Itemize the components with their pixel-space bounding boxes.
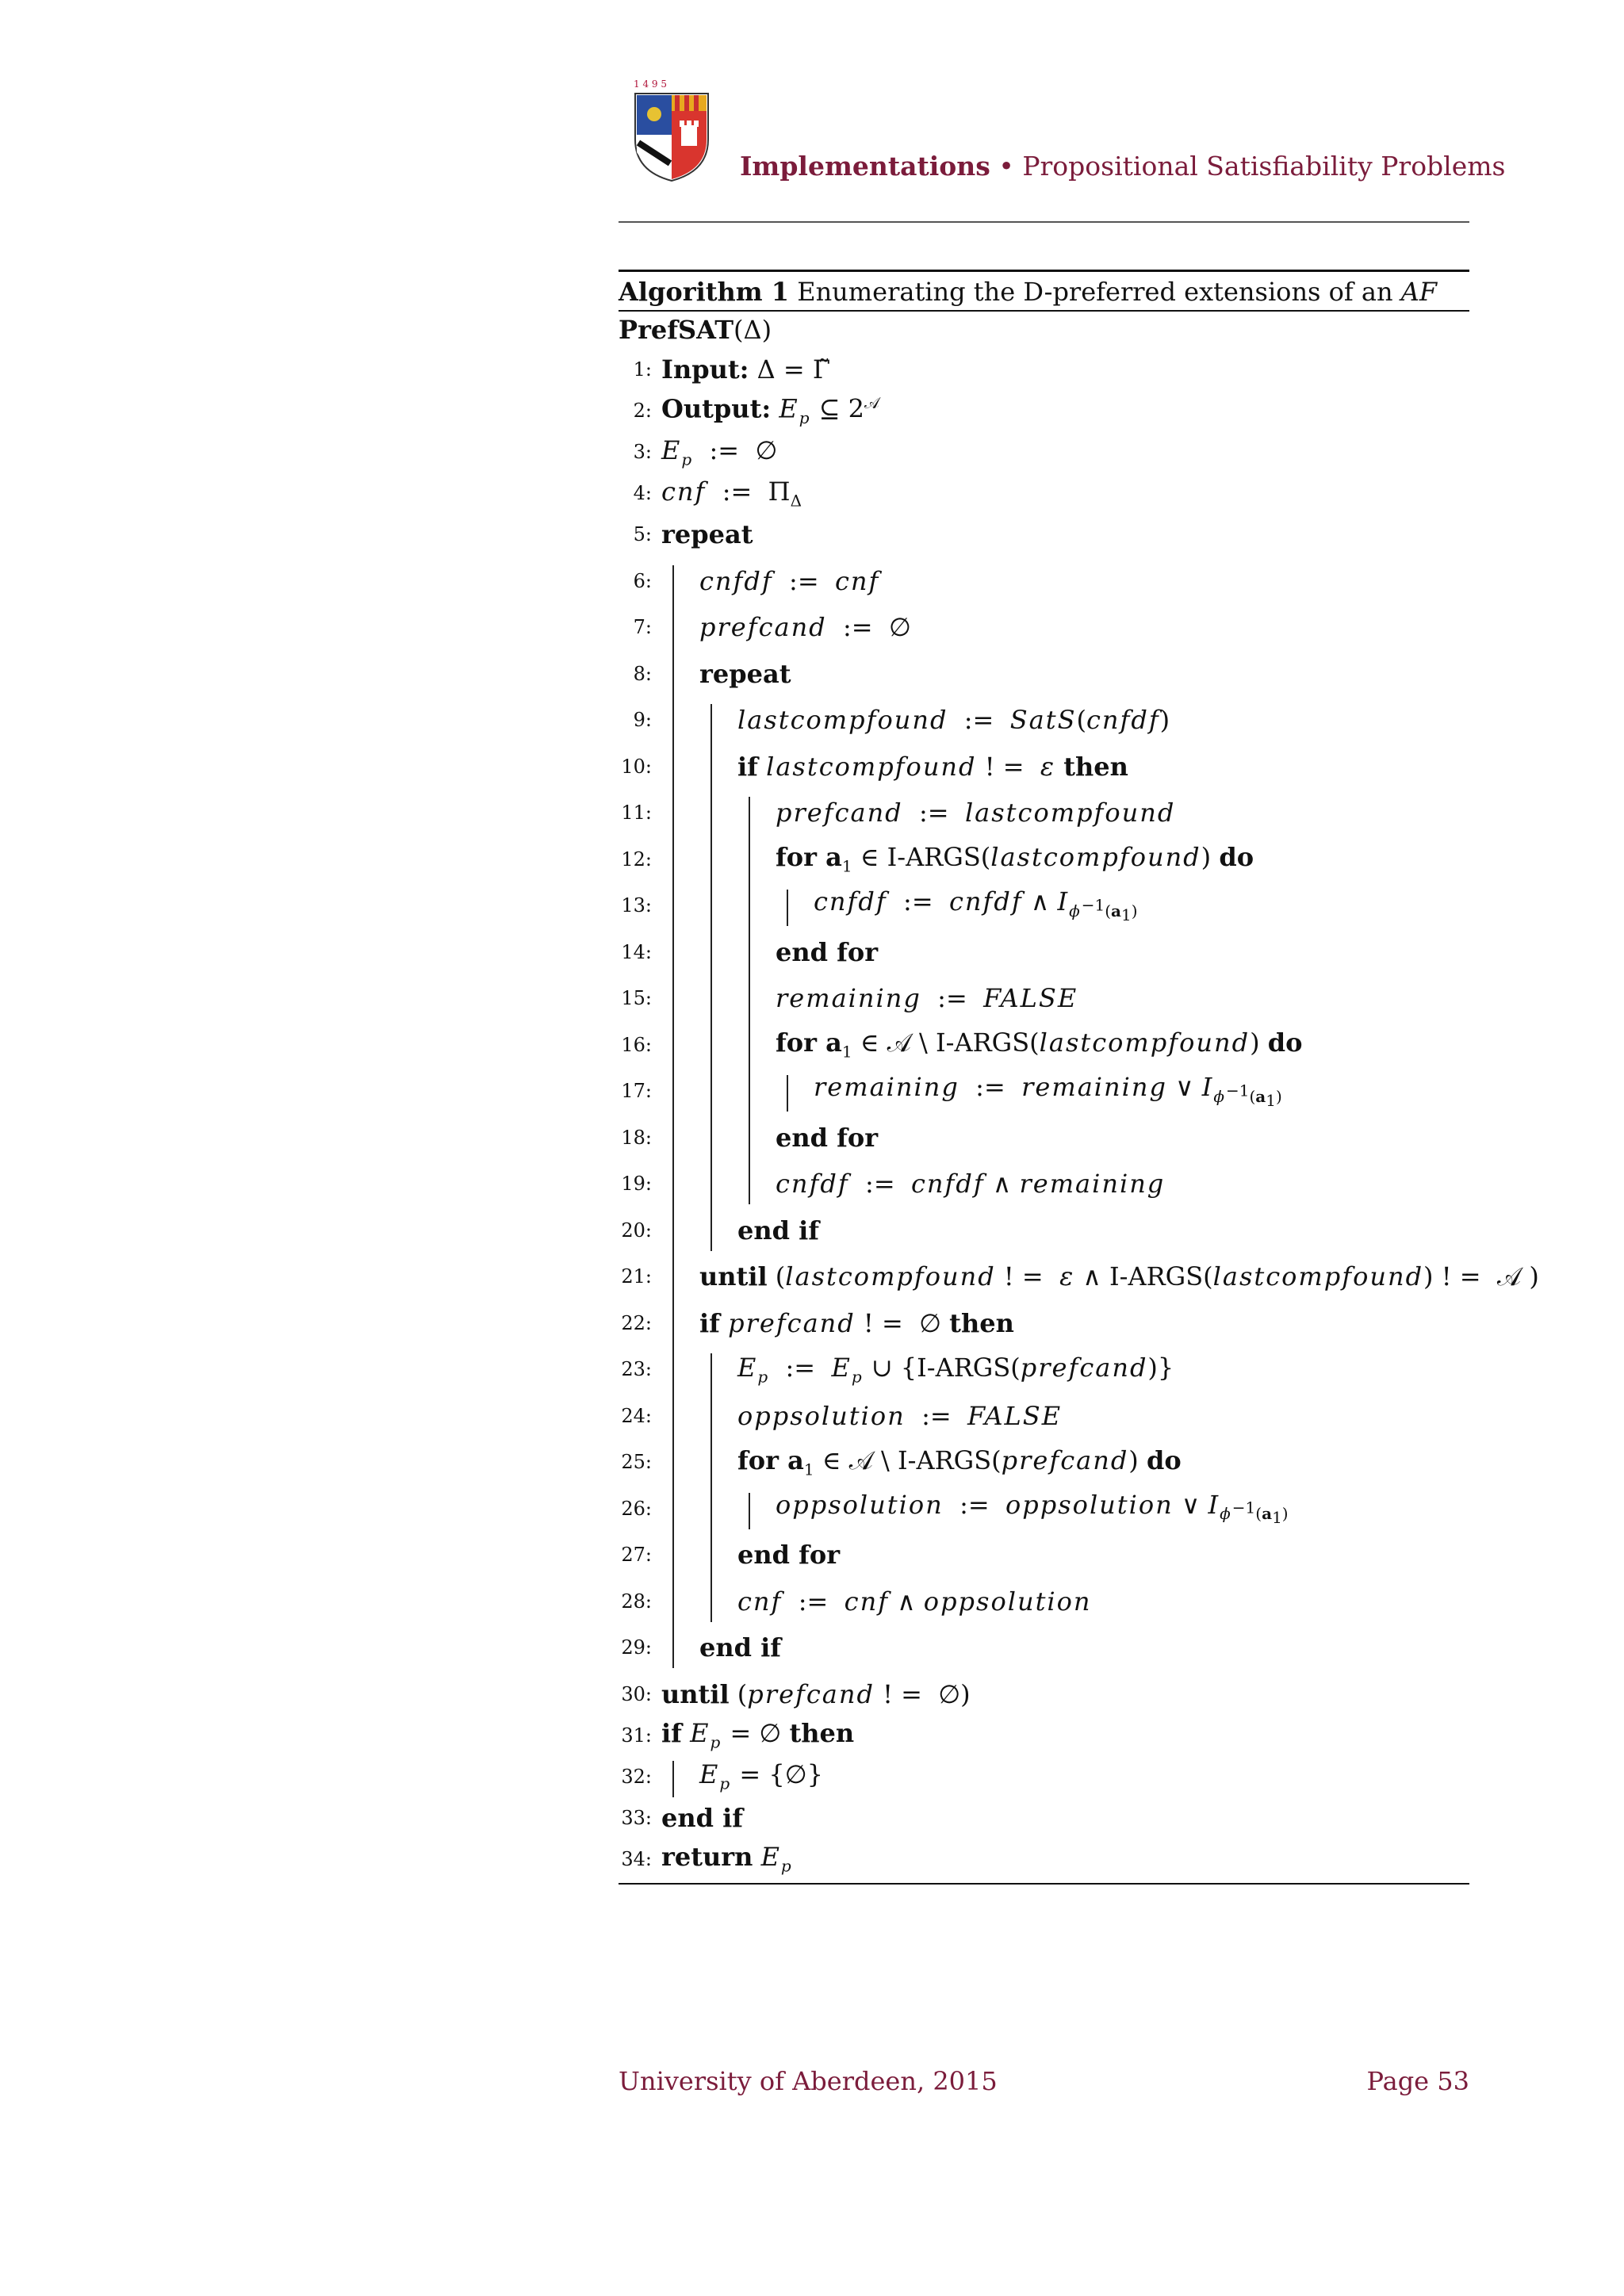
line-code: $E_p$ := ∅ xyxy=(661,434,778,469)
line-code: oppsolution := oppsolution ∨ $I_{\phi^{-1}(a_1)}$ xyxy=(776,1489,1289,1528)
block-indent-bar xyxy=(710,1353,712,1622)
line-number: 33: xyxy=(621,1806,652,1829)
line-code: repeat xyxy=(661,519,753,549)
line-code: for $a_1$ ∈ 𝒜 \ I-ARGS(prefcand) do xyxy=(737,1445,1182,1479)
block-indent-bar xyxy=(749,1493,750,1529)
line-code: return $E_p$ xyxy=(661,1842,793,1876)
procedure-name: PrefSAT xyxy=(619,315,734,345)
algorithm-line xyxy=(619,514,753,555)
line-number: 23: xyxy=(621,1358,652,1380)
line-code: for $a_1$ ∈ I-ARGS(lastcompfound) do xyxy=(776,842,1254,876)
line-code: end if xyxy=(699,1632,782,1663)
algorithm-line xyxy=(619,1395,1062,1437)
line-code: cnf := $\Pi_\Delta$ xyxy=(661,476,802,511)
header-separator: • xyxy=(998,151,1014,182)
header-subsection: Propositional Satisfiability Problems xyxy=(1022,151,1506,182)
line-number: 9: xyxy=(633,709,652,731)
running-header xyxy=(740,151,1506,182)
line-number: 8: xyxy=(633,662,652,685)
algorithm-line xyxy=(619,1441,1182,1483)
algorithm-line xyxy=(619,699,1170,740)
line-code: cnfdf := cnfdf ∧ remaining xyxy=(776,1169,1166,1199)
line-number: 5: xyxy=(633,523,652,545)
algorithm-line xyxy=(619,1210,819,1251)
algorithm-line xyxy=(619,561,879,602)
line-number: 12: xyxy=(621,848,652,871)
block-indent-bar xyxy=(672,565,674,1669)
algorithm-line xyxy=(619,1256,1539,1297)
line-number: 15: xyxy=(621,987,652,1009)
line-number: 19: xyxy=(621,1173,652,1195)
algorithm-label: Algorithm 1 xyxy=(619,277,790,307)
line-code: if prefcand ! = ∅ then xyxy=(699,1307,1014,1338)
line-number: 16: xyxy=(621,1033,652,1056)
line-number: 31: xyxy=(621,1724,652,1747)
algorithm-line xyxy=(619,1349,1174,1390)
line-number: 32: xyxy=(621,1765,652,1788)
footer-page-number: Page 53 xyxy=(1366,2066,1469,2096)
algorithm-line xyxy=(619,349,830,390)
crest-year-text: 1 4 9 5 xyxy=(634,78,667,90)
line-code: end for xyxy=(776,936,879,967)
line-number: 14: xyxy=(621,940,652,963)
block-indent-bar xyxy=(672,1761,674,1797)
line-code: $E_p$ = {∅} xyxy=(699,1759,823,1793)
algorithm-line xyxy=(619,1674,971,1715)
line-code: Input: Δ = Γ̃ xyxy=(661,354,831,385)
line-number: 3: xyxy=(633,441,652,463)
algorithm-line xyxy=(619,1534,840,1575)
line-number: 10: xyxy=(621,755,652,778)
line-code: cnf := cnf ∧ oppsolution xyxy=(737,1586,1092,1617)
algorithm-line xyxy=(619,792,1175,833)
line-code: if $E_p$ = ∅ then xyxy=(661,1718,855,1752)
algorithm-line xyxy=(619,1488,1289,1529)
line-code: Output: $E_p$ ⊆ $2^𝒜$ xyxy=(661,393,879,428)
line-number: 20: xyxy=(621,1219,652,1242)
procedure-signature xyxy=(619,312,1469,345)
algorithm-line xyxy=(619,978,1078,1019)
algorithm-line xyxy=(619,1756,823,1797)
line-code: until (prefcand ! = ∅) xyxy=(661,1678,971,1709)
line-number: 24: xyxy=(621,1404,652,1427)
algorithm-caption-text: Enumerating the D-preferred extensions of an xyxy=(797,277,1393,307)
algorithm-line xyxy=(619,1581,1092,1622)
header-rule xyxy=(619,221,1469,223)
line-code: remaining := FALSE xyxy=(776,983,1078,1013)
line-code: until (lastcompfound ! = ε ∧ I-ARGS(lastcompfound) ! = 𝒜 ) xyxy=(699,1261,1539,1292)
line-code: if lastcompfound ! = ε then xyxy=(737,751,1128,782)
line-number: 34: xyxy=(621,1847,652,1870)
line-code: repeat xyxy=(699,658,791,689)
line-code: end if xyxy=(737,1215,820,1246)
algorithm-caption-af: AF xyxy=(1400,277,1438,307)
algorithm-line xyxy=(619,653,791,695)
algorithm-line xyxy=(619,885,1138,926)
algorithm-line xyxy=(619,839,1254,880)
line-code: prefcand := lastcompfound xyxy=(776,798,1176,828)
block-indent-bar xyxy=(787,1075,788,1112)
algorithm-line xyxy=(619,431,777,473)
line-number: 7: xyxy=(633,616,652,638)
line-number: 4: xyxy=(633,482,652,504)
line-code: for $a_1$ ∈ 𝒜 \ I-ARGS(lastcompfound) do xyxy=(776,1027,1303,1062)
line-code: end for xyxy=(737,1540,841,1570)
footer-university: University of Aberdeen, 2015 xyxy=(619,2066,998,2096)
algorithm-caption xyxy=(619,272,1469,310)
block-indent-bar xyxy=(787,890,788,926)
algorithm-bottom-rule xyxy=(619,1883,1469,1885)
header-section: Implementations xyxy=(740,151,990,182)
algorithm-line xyxy=(619,746,1128,787)
algorithm-line xyxy=(619,1715,854,1756)
algorithm-line xyxy=(619,473,802,514)
line-code: cnfdf := cnfdf ∧ $I_{\phi^{-1}(a_1)}$ xyxy=(814,886,1138,924)
line-number: 13: xyxy=(621,894,652,916)
algorithm-line xyxy=(619,1627,781,1668)
line-code: $E_p$ := $E_p$ ∪ {I-ARGS(prefcand)} xyxy=(737,1352,1174,1387)
algorithm-line xyxy=(619,1797,743,1839)
line-code: end for xyxy=(776,1122,879,1153)
line-number: 1: xyxy=(633,358,652,381)
algorithm-line xyxy=(619,1839,793,1880)
line-number: 21: xyxy=(621,1265,652,1288)
line-number: 2: xyxy=(633,400,652,422)
algorithm-line xyxy=(619,1024,1302,1066)
block-indent-bar xyxy=(749,797,750,1204)
line-number: 30: xyxy=(621,1682,652,1705)
line-number: 6: xyxy=(633,569,652,592)
algorithm-block xyxy=(619,270,1469,345)
line-code: lastcompfound := SatS(cnfdf) xyxy=(737,705,1170,735)
line-number: 17: xyxy=(621,1080,652,1102)
line-code: cnfdf := cnf xyxy=(699,565,880,596)
line-code: prefcand := ∅ xyxy=(699,612,911,642)
algorithm-line xyxy=(619,1070,1282,1112)
line-code: oppsolution := FALSE xyxy=(737,1400,1063,1431)
line-number: 27: xyxy=(621,1544,652,1566)
line-number: 22: xyxy=(621,1311,652,1334)
line-number: 29: xyxy=(621,1636,652,1659)
line-code: remaining := remaining ∨ $I_{\phi^{-1}(a_1)}$ xyxy=(814,1072,1282,1110)
line-number: 11: xyxy=(621,802,652,824)
line-number: 25: xyxy=(621,1451,652,1473)
algorithm-line xyxy=(619,1303,1014,1344)
algorithm-line xyxy=(619,390,879,431)
algorithm-line xyxy=(619,1163,1165,1204)
procedure-arg: (Δ) xyxy=(733,315,772,345)
block-indent-bar xyxy=(710,704,712,1251)
line-code: end if xyxy=(661,1802,744,1833)
line-number: 28: xyxy=(621,1590,652,1613)
line-number: 26: xyxy=(621,1497,652,1520)
algorithm-line xyxy=(619,607,911,648)
university-crest-logo xyxy=(632,76,711,183)
line-number: 18: xyxy=(621,1126,652,1149)
